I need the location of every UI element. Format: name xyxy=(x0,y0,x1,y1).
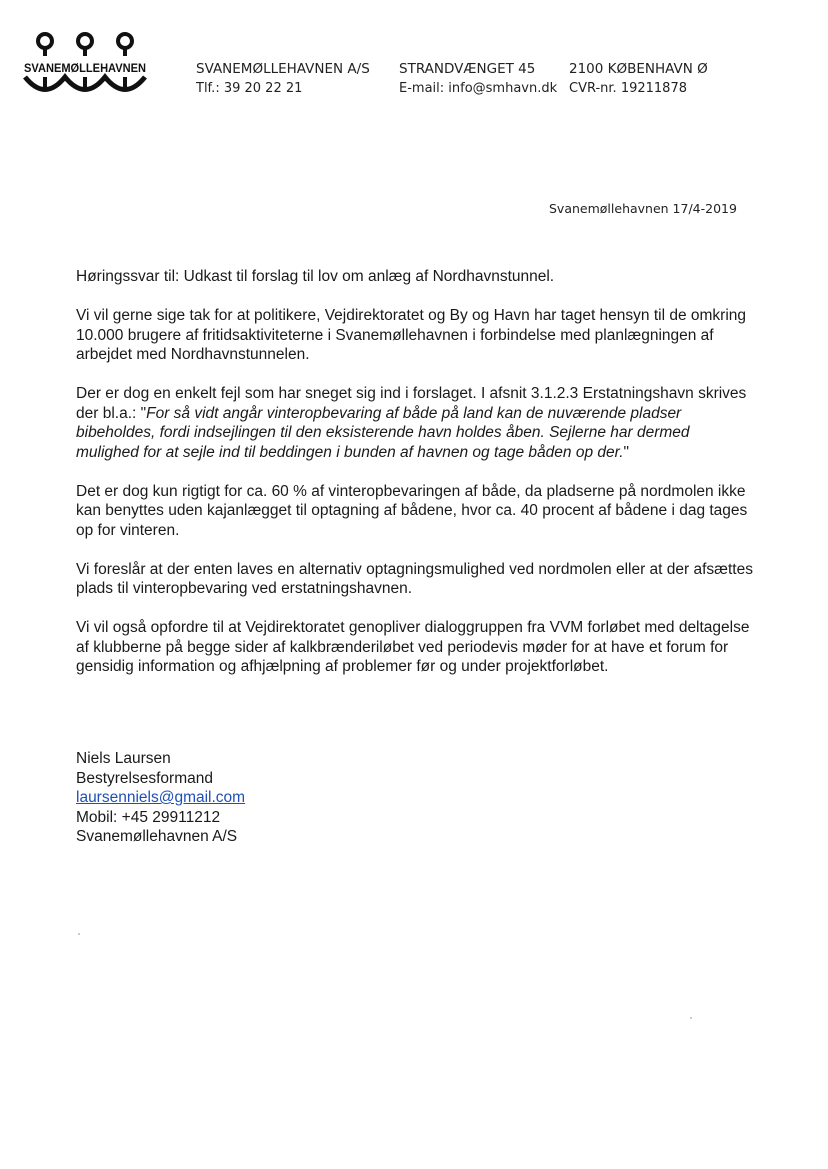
company-phone: Tlf.: 39 20 22 21 xyxy=(196,81,303,96)
paragraph: Vi vil også opfordre til at Vejdirektoratet genopliver dialoggruppen fra VVM forløbet med deltagelse af klubberne på begge sider af kalkbrænderiløbet ved periodevis møder for at have et forum for gensidig information og afhjælpning af problemer før og under projektforløbet. xyxy=(76,619,750,675)
company-email: E-mail: info@smhavn.dk xyxy=(399,81,558,96)
signer-name: Niels Laursen xyxy=(76,750,171,767)
signature-block xyxy=(76,749,245,847)
paragraph-quote xyxy=(76,384,756,462)
paragraph: Vi foreslår at der enten laves en alternativ optagningsmulighed ved nordmolen eller at der afsættes plads til vinteropbevaring ved erstatningshavnen. xyxy=(76,560,753,597)
scan-speck xyxy=(690,1017,692,1019)
city-address: 2100 KØBENHAVN Ø xyxy=(569,61,708,77)
street-address: STRANDVÆNGET 45 xyxy=(399,61,536,77)
signer-organization: Svanemøllehavnen A/S xyxy=(76,828,238,845)
letter-date: Svanemøllehavnen 17/4-2019 xyxy=(549,201,737,216)
header-company-block xyxy=(196,61,370,96)
company-name: SVANEMØLLEHAVNEN A/S xyxy=(196,61,370,77)
cvr-number: CVR-nr. 19211878 xyxy=(569,81,687,96)
paragraph: Det er dog kun rigtigt for ca. 60 % af vinteropbevaringen af både, da pladserne på nordmolen ikke kan benyttes uden kajanlægget til optagning af bådene, hvor ca. 40 procent af bådene i dag tages op for vinteren. xyxy=(76,482,748,539)
quote-end: " xyxy=(623,443,630,461)
header-address-block xyxy=(399,61,557,96)
signer-title: Bestyrelsesformand xyxy=(76,769,213,787)
paragraph: Vi vil gerne sige tak for at politikere, Vejdirektoratet og By og Havn har taget hensyn til de omkring 10.000 brugere af fritidsaktiviteterne i Svanemøllehavnen i forbindelse med planlægningen af arbejdet med Nordhavnstunnelen. xyxy=(76,307,747,363)
signer-email-link[interactable]: laursenniels@gmail.com xyxy=(76,789,246,806)
quote-intro: Der er dog en enkelt fejl som har sneget sig ind i forslaget. I afsnit 3.1.2.3 Erstatningshavn skrives der bl.a.: " xyxy=(76,385,747,422)
subject-line: Høringssvar til: Udkast til forslag til lov om anlæg af Nordhavnstunnel. xyxy=(76,268,555,285)
company-logo xyxy=(22,30,148,100)
logo-wordmark: SVANEMØLLEHAVNEN xyxy=(24,61,146,75)
header-city-block xyxy=(569,61,708,96)
letter-body xyxy=(76,267,756,696)
signer-mobile: Mobil: +45 29911212 xyxy=(76,808,221,826)
quoted-text: For så vidt angår vinteropbevaring af både på land kan de nuværende pladser bibeholdes, fordi indsejlingen til den eksisterende havn holdes åben. Sejlerne har dermed mulighed for at sejle ind til beddingen i bunden af havnen og tage båden op der. xyxy=(76,404,690,461)
scan-speck xyxy=(78,933,80,935)
